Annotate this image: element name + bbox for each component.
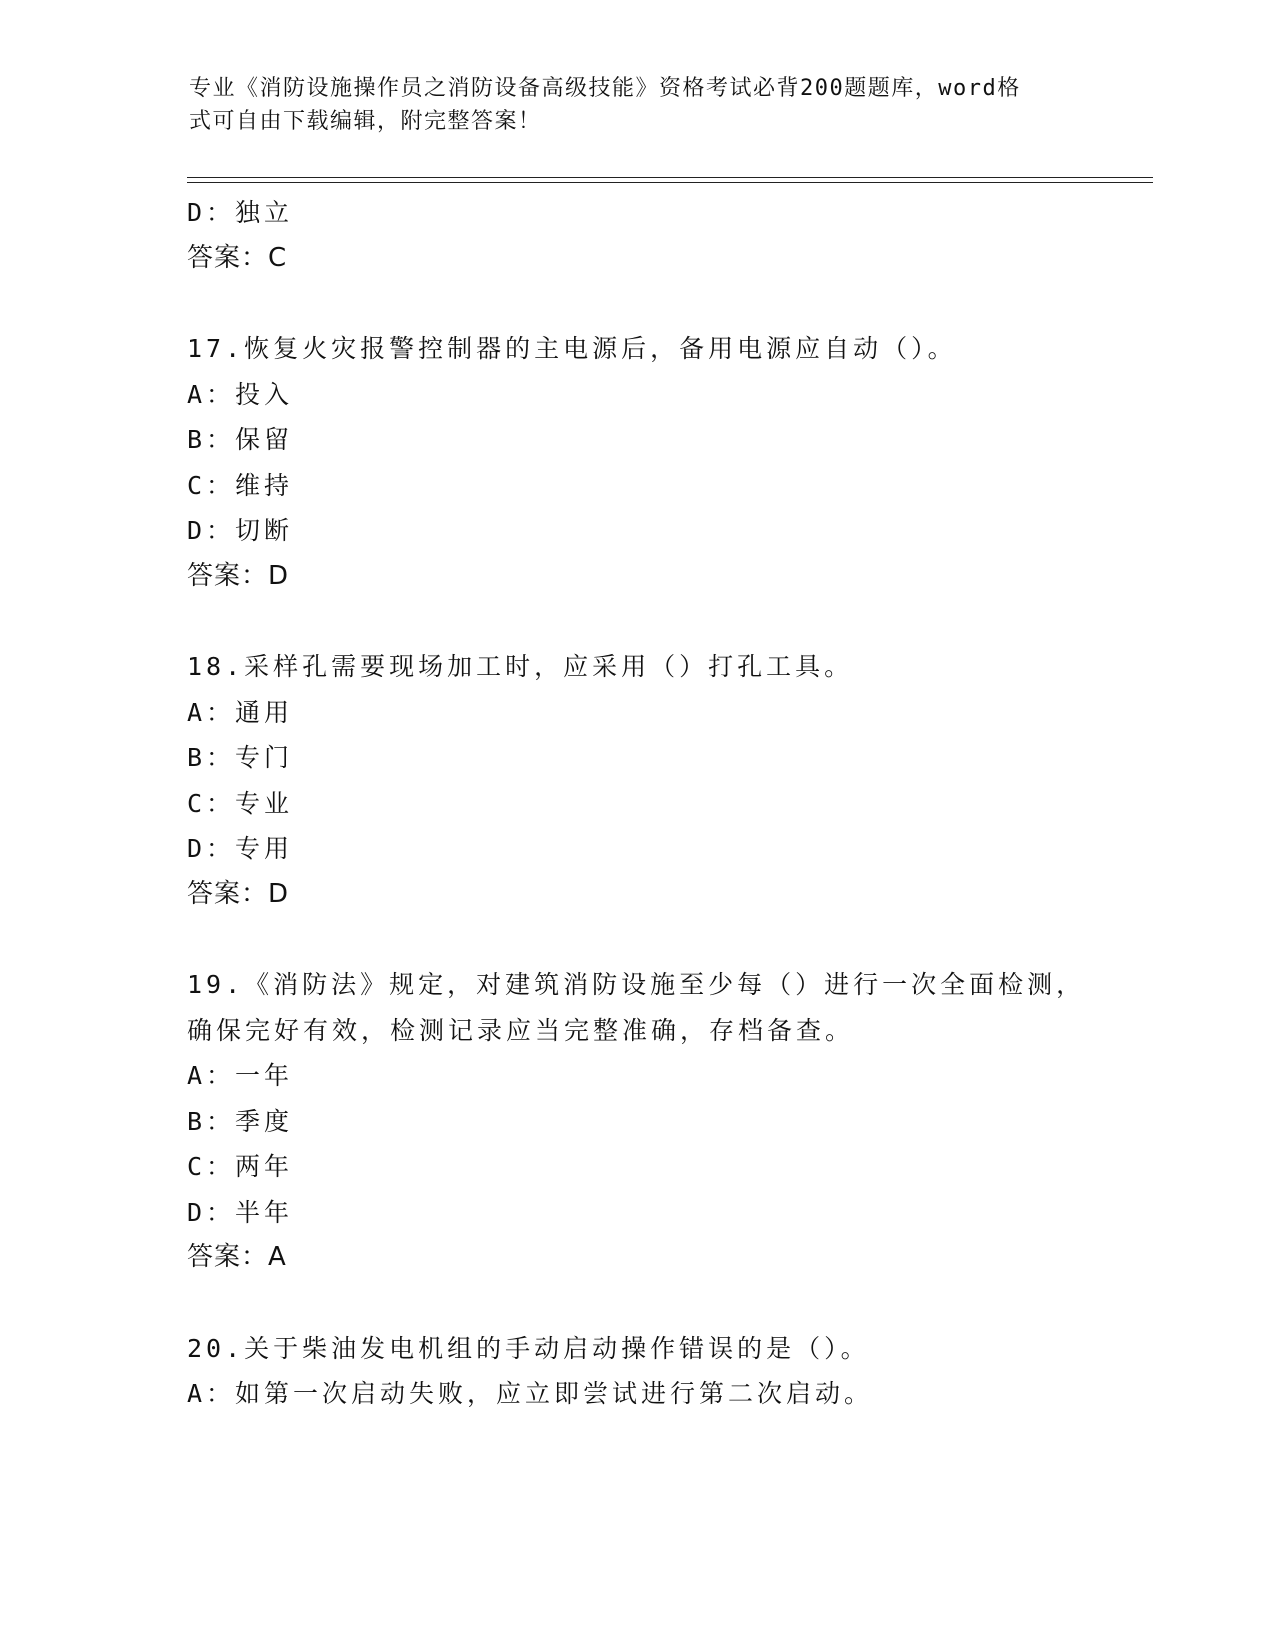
prev-answer: 答案：C xyxy=(187,242,288,273)
question-stem: 17.恢复火灾报警控制器的主电源后，备用电源应自动（）。 xyxy=(187,334,957,363)
header-divider-bottom xyxy=(187,182,1153,183)
option-a: A：如第一次启动失败，应立即尝试进行第二次启动。 xyxy=(187,1379,874,1408)
spacer xyxy=(187,281,1087,326)
option-a: A：投入 xyxy=(187,379,294,409)
question-content xyxy=(187,190,1087,1417)
option-c: C：专业 xyxy=(187,788,294,818)
option-b: B：季度 xyxy=(187,1106,294,1136)
answer: 答案：D xyxy=(187,560,290,591)
prev-option-d: D：独立 xyxy=(187,198,294,227)
header-line-2: 式可自由下载编辑，附完整答案！ xyxy=(189,109,542,134)
header-line-1: 专业《消防设施操作员之消防设备高级技能》资格考试必背200题题库，word格 xyxy=(189,76,1021,101)
option-d: D：专用 xyxy=(187,834,294,863)
option-c: C：两年 xyxy=(187,1152,294,1181)
option-d: D：半年 xyxy=(187,1197,294,1227)
option-b: B：专门 xyxy=(187,743,294,772)
question-stem: 20.关于柴油发电机组的手动启动操作错误的是（）。 xyxy=(187,1333,870,1363)
option-c: C：维持 xyxy=(187,470,294,500)
answer: 答案：A xyxy=(187,1242,287,1272)
answer: 答案：D xyxy=(187,878,290,909)
header-divider-top xyxy=(187,177,1153,178)
question-17 xyxy=(187,326,1087,599)
question-stem-continued: 确保完好有效，检测记录应当完整准确，存档备查。 xyxy=(187,1015,855,1045)
question-stem: 18.采样孔需要现场加工时，应采用（）打孔工具。 xyxy=(187,652,854,681)
question-stem: 19.《消防法》规定，对建筑消防设施至少每（）进行一次全面检测， xyxy=(187,970,1086,999)
option-a: A：一年 xyxy=(187,1061,294,1090)
question-19 xyxy=(187,962,1087,1281)
question-18 xyxy=(187,644,1087,917)
option-a: A：通用 xyxy=(187,697,294,727)
option-b: B：保留 xyxy=(187,425,294,454)
spacer xyxy=(187,1281,1087,1326)
document-header xyxy=(189,72,1069,138)
question-20 xyxy=(187,1326,1087,1417)
spacer xyxy=(187,917,1087,962)
spacer xyxy=(187,599,1087,644)
option-d: D：切断 xyxy=(187,516,294,545)
